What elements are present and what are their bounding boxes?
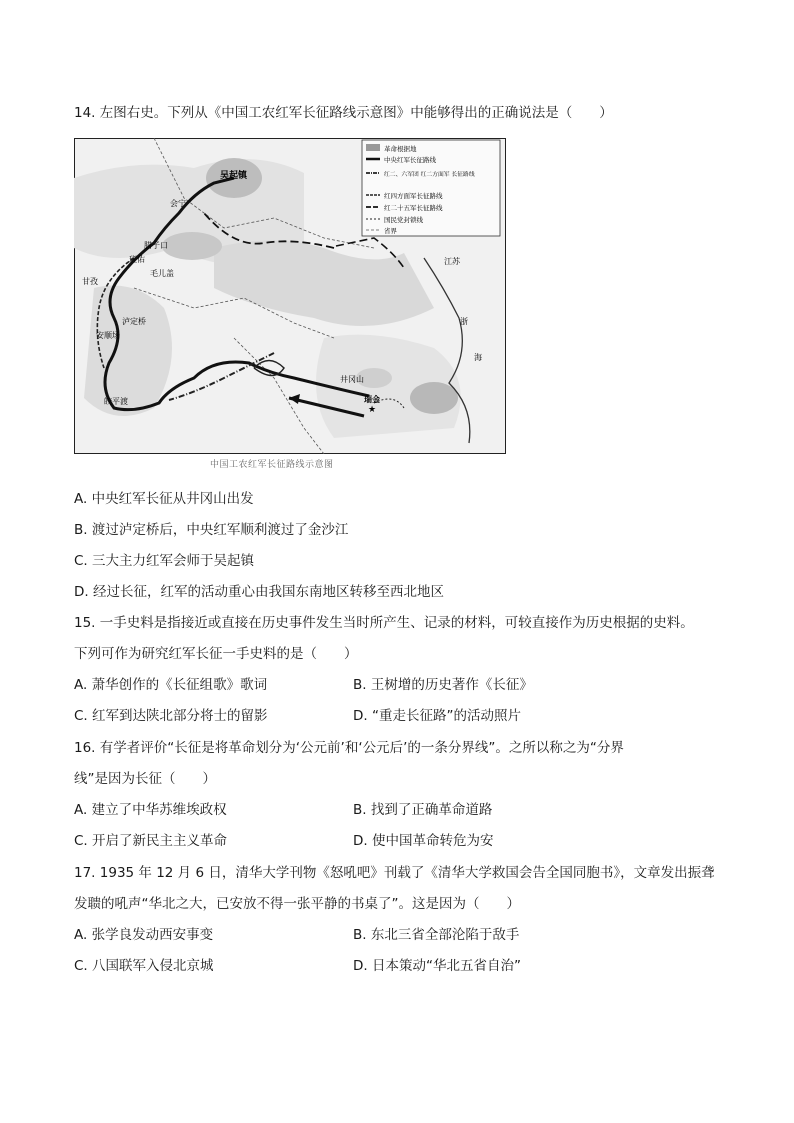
label-bandu: 班佑 xyxy=(129,255,145,264)
q17-stem-line1: 17. 1935 年 12 月 6 日，清华大学刊物《怒吼吧》刊载了《清华大学救国会告全国同胞书》，文章发出振聋 xyxy=(74,865,715,881)
q15-option-d: D. “重走长征路”的活动照片 xyxy=(353,708,521,724)
q16-stem-line1: 16. 有学者评价“长征是将革命划分为‘公元前’和‘公元后’的一条分界线”。之所以称之为“分界 xyxy=(74,740,624,756)
q14-option-c: C. 三大主力红军会师于吴起镇 xyxy=(74,553,255,569)
q14-option-a: A. 中央红军长征从井冈山出发 xyxy=(74,491,254,507)
q14-option-b: B. 渡过泸定桥后，中央红军顺利渡过了金沙江 xyxy=(74,522,349,538)
label-wuqizhen: 吴起镇 xyxy=(220,171,248,181)
q14-option-d: D. 经过长征，红军的活动重心由我国东南地区转移至西北地区 xyxy=(74,584,444,600)
q16-option-d: D. 使中国革命转危为安 xyxy=(353,833,494,849)
ruijin-star-icon: ★ xyxy=(368,405,377,415)
legend-2: 红二、六军团 红二方面军 长征路线 xyxy=(384,172,475,178)
q15-option-a: A. 萧华创作的《长征组歌》歌词 xyxy=(74,677,268,693)
q16-option-c: C. 开启了新民主主义革命 xyxy=(74,833,228,849)
q16-stem-line2: 线”是因为长征（ ） xyxy=(74,771,216,787)
q15-option-b: B. 王树增的历史著作《长征》 xyxy=(353,677,533,693)
q17-option-b: B. 东北三省全部沦陷于敌手 xyxy=(353,927,520,943)
label-hai: 海 xyxy=(474,353,482,362)
label-maoergai: 毛儿盖 xyxy=(150,269,174,278)
q16-option-b: B. 找到了正确革命道路 xyxy=(353,802,493,818)
q14-stem: 14. 左图右史。下列从《中国工农红军长征路线示意图》中能够得出的正确说法是（ ） xyxy=(74,105,613,121)
label-jiaopingdu: 皎平渡 xyxy=(104,397,128,406)
q15-stem-line1: 15. 一手史料是指接近或直接在历史事件发生当时所产生、记录的材料，可较直接作为历史根据的史料。 xyxy=(74,615,694,631)
q16-option-a: A. 建立了中华苏维埃政权 xyxy=(74,802,227,818)
q17-stem-line2: 发聩的吼声“华北之大，已安放不得一张平静的书桌了”。这是因为（ ） xyxy=(74,896,520,912)
label-huining: 会宁 xyxy=(170,199,186,208)
map-legend xyxy=(362,140,500,236)
long-march-map-svg xyxy=(74,138,506,454)
map-caption: 中国工农红军长征路线示意图 xyxy=(210,460,334,470)
q17-option-d: D. 日本策动“华北五省自治” xyxy=(353,958,521,974)
q17-option-c: C. 八国联军入侵北京城 xyxy=(74,958,214,974)
label-lazikou: 腊子口 xyxy=(144,241,168,250)
label-zhe: 浙 xyxy=(460,317,468,326)
legend-4: 红二十五军长征路线 xyxy=(384,204,443,212)
label-ganzi: 甘孜 xyxy=(82,277,98,286)
label-jiangsu: 江苏 xyxy=(444,257,460,266)
label-anshunchang: 安顺场 xyxy=(96,331,120,340)
label-ruijin: 瑞金 xyxy=(364,395,380,404)
legend-3: 红四方面军长征路线 xyxy=(384,192,443,200)
legend-6: 省界 xyxy=(384,227,397,235)
q15-stem-line2: 下列可作为研究红军长征一手史料的是（ ） xyxy=(74,646,358,662)
legend-5: 国民党封锁线 xyxy=(384,216,423,224)
long-march-map xyxy=(74,138,506,454)
label-jinggangshan: 井冈山 xyxy=(340,375,364,384)
legend-0: 革命根据地 xyxy=(384,145,417,153)
legend-1: 中央红军长征路线 xyxy=(384,156,436,164)
q17-option-a: A. 张学良发动西安事变 xyxy=(74,927,214,943)
q15-option-c: C. 红军到达陕北部分将士的留影 xyxy=(74,708,268,724)
label-luding: 泸定桥 xyxy=(122,317,146,326)
